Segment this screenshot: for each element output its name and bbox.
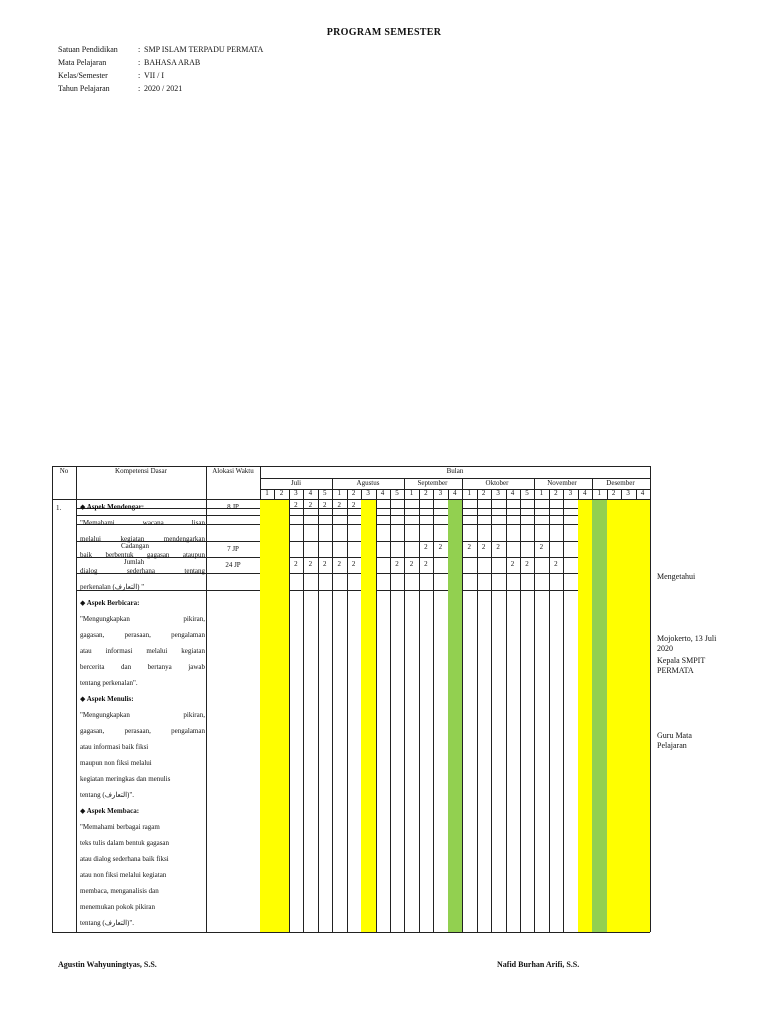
- kd-text-line: teks tulis dalam bentuk gagasan: [80, 839, 170, 847]
- table-grid-line: [303, 489, 304, 932]
- week-number: 5: [525, 489, 529, 497]
- kd-section-menulis: [80, 691, 205, 803]
- kompetensi-dasar-content: [80, 499, 205, 931]
- week-hours: 2: [554, 560, 558, 568]
- week-hours: 2: [308, 501, 313, 509]
- week-hours: 2: [424, 560, 428, 568]
- week-number: 1: [597, 489, 601, 497]
- info-row-mapel: Mata Pelajaran : BAHASA ARAB: [58, 58, 263, 71]
- week-number: 2: [351, 489, 356, 497]
- week-number: 3: [438, 489, 443, 497]
- info-row-satuan: Satuan Pendidikan : SMP ISLAM TERPADU PERMATA: [58, 45, 263, 58]
- info-value: 2020 / 2021: [144, 84, 183, 93]
- kd-text-line: maupun non fiksi melalui: [80, 759, 152, 767]
- table-grid-line: [332, 478, 333, 932]
- table-grid-line: [506, 489, 507, 932]
- diamond-bullet-icon: ◆: [80, 807, 87, 815]
- week-hours: 2: [539, 543, 544, 551]
- info-value: SMP ISLAM TERPADU PERMATA: [144, 45, 264, 54]
- alokasi-cadangan: 7 JP: [227, 545, 239, 553]
- week-hours: 2: [294, 501, 298, 509]
- week-number: 3: [568, 489, 573, 497]
- kepala-sekolah-label: Kepala SMPIT PERMATA: [657, 656, 706, 675]
- page-title: PROGRAM SEMESTER: [326, 27, 442, 38]
- jumlah-label: Jumlah: [123, 558, 145, 566]
- week-number: 5: [323, 489, 327, 497]
- header-no: No: [59, 467, 69, 475]
- table-grid-line: [404, 478, 405, 932]
- kd-text-line: atau informasi baik fiksi: [80, 743, 149, 751]
- kd-text-line: bercerita dan bertanya jawab: [80, 663, 205, 671]
- kd-text-line: "Mengungkapkan pikiran,: [80, 615, 205, 623]
- kd-section-heading: Aspek Membaca:: [86, 807, 140, 815]
- signature-left-name: Agustin Wahyuningtyas, S.S.: [58, 960, 157, 969]
- kd-section-heading: Aspek Berbicara:: [86, 599, 140, 607]
- table-grid-line: [650, 466, 651, 932]
- week-hours: 2: [438, 543, 443, 551]
- week-number: 2: [481, 489, 486, 497]
- highlight-column: [578, 500, 592, 932]
- week-number: 3: [366, 489, 370, 497]
- table-grid-line: [433, 489, 434, 932]
- kd-text-line: kegiatan meringkas dan menulis: [80, 775, 171, 783]
- week-number: 5: [395, 489, 399, 497]
- week-number: 4: [583, 489, 587, 497]
- kd-text-line: menemukan pokok pikiran: [80, 903, 156, 911]
- week-hours: 2: [409, 560, 414, 568]
- week-number: 4: [510, 489, 515, 497]
- info-label: Mata Pelajaran: [58, 58, 107, 67]
- table-grid-line: [52, 466, 53, 932]
- table-grid-line: [76, 466, 77, 932]
- info-value: BAHASA ARAB: [144, 58, 201, 67]
- week-number: 1: [337, 489, 341, 497]
- week-number: 3: [496, 489, 500, 497]
- table-grid-line: [390, 489, 391, 932]
- highlight-column: [607, 500, 621, 932]
- alokasi-jumlah: 24 JP: [225, 561, 241, 569]
- table-grid-line: [534, 478, 535, 932]
- info-label: Tahun Pelajaran: [58, 84, 110, 93]
- week-number: 3: [626, 489, 630, 497]
- diamond-bullet-icon: ◆: [80, 695, 87, 703]
- kd-text-line: atau informasi melalui kegiatan: [80, 647, 205, 655]
- highlight-column: [448, 500, 462, 932]
- kd-text-line: "Mengungkapkan pikiran,: [80, 711, 205, 719]
- week-hours: 2: [496, 543, 500, 551]
- week-hours: 2: [510, 560, 515, 568]
- info-row-tahun: Tahun Pelajaran : 2020 / 2021: [58, 84, 263, 97]
- month-desember: Desember: [606, 479, 635, 487]
- info-label: Satuan Pendidikan: [58, 45, 118, 54]
- row-number: 1.: [56, 504, 62, 512]
- header-alokasi-waktu: Alokasi Waktu: [212, 467, 254, 475]
- kd-text-line: "Memahami berbagai ragam: [80, 823, 160, 831]
- highlight-column: [361, 500, 375, 932]
- kd-text-line: tentang (التعارف)".: [80, 791, 134, 799]
- table-grid-line: [491, 489, 492, 932]
- document-info: [58, 45, 263, 97]
- week-number: 4: [640, 489, 645, 497]
- week-number: 1: [409, 489, 414, 497]
- table-grid-line: [206, 466, 207, 932]
- highlight-column: [274, 500, 288, 932]
- place-date: Mojokerto, 13 Juli 2020: [657, 634, 717, 653]
- table-grid-line: [549, 489, 550, 932]
- week-hours: 2: [481, 543, 486, 551]
- week-hours: 2: [308, 560, 313, 568]
- week-number: 1: [467, 489, 471, 497]
- week-number: 4: [380, 489, 385, 497]
- alokasi-kd: 8 JP: [227, 503, 239, 511]
- guru-label: Guru Mata Pelajaran: [657, 731, 692, 750]
- table-grid-line: [462, 478, 463, 932]
- header-bulan: Bulan: [446, 467, 464, 475]
- month-oktober: Oktober: [485, 479, 509, 487]
- week-hours: 2: [337, 501, 341, 509]
- week-number: 4: [453, 489, 457, 497]
- kd-text-line: melalui kegiatan mendengarkan: [80, 535, 205, 543]
- kd-text-line: tentang (التعارف)".: [80, 919, 134, 927]
- month-agustus: Agustus: [356, 479, 380, 487]
- kd-text-line: tentang perkenalan".: [80, 679, 138, 687]
- week-hours: 2: [294, 560, 298, 568]
- week-hours: 2: [467, 543, 471, 551]
- diamond-bullet-icon: ◆: [80, 503, 87, 511]
- kd-section-mendengar: [80, 499, 205, 595]
- kd-text-line: gagasan, perasaan, pengalaman: [80, 631, 205, 639]
- week-number: 2: [424, 489, 428, 497]
- week-number: 1: [265, 489, 269, 497]
- table-grid-line: [289, 489, 290, 932]
- kd-section-heading: Aspek Mendengar:: [86, 503, 145, 511]
- week-hours: 2: [323, 560, 327, 568]
- mengetahui-label: Mengetahui: [657, 572, 696, 581]
- kd-section-heading: Aspek Menulis:: [86, 695, 134, 703]
- week-hours: 2: [395, 560, 399, 568]
- kd-text-line: perkenalan (التعارف) ": [80, 583, 145, 591]
- header-kompetensi-dasar: Kompetensi Dasar: [115, 467, 167, 475]
- table-grid-line: [520, 489, 521, 932]
- kd-text-line: "Memahami wacana lisan: [80, 519, 205, 527]
- kd-section-membaca: [80, 803, 205, 931]
- kd-text-line: gagasan, perasaan, pengalaman: [80, 727, 205, 735]
- week-number: 4: [308, 489, 313, 497]
- kd-text-line: atau dialog sederhana baik fiksi: [80, 855, 169, 863]
- table-grid-line: [419, 489, 420, 932]
- highlight-column: [260, 500, 274, 932]
- month-november: November: [547, 479, 577, 487]
- info-label: Kelas/Semester: [58, 71, 108, 80]
- cadangan-label: Cadangan: [121, 542, 149, 550]
- week-number: 2: [611, 489, 616, 497]
- highlight-column: [636, 500, 650, 932]
- table-grid-line: [260, 489, 650, 490]
- info-value: VII / I: [144, 71, 164, 80]
- week-number: 1: [539, 489, 544, 497]
- table-grid-line: [563, 489, 564, 932]
- kd-text-line: membaca, menganalisis dan: [80, 887, 159, 895]
- week-number: 2: [279, 489, 284, 497]
- semester-program-table: [52, 466, 650, 932]
- info-row-kelas: Kelas/Semester : VII / I: [58, 71, 263, 84]
- week-hours: 2: [323, 501, 327, 509]
- week-hours: 2: [424, 543, 428, 551]
- highlight-column: [621, 500, 635, 932]
- week-hours: 2: [525, 560, 529, 568]
- kd-section-berbicara: [80, 595, 205, 691]
- diamond-bullet-icon: ◆: [80, 599, 87, 607]
- table-grid-line: [52, 932, 650, 933]
- table-grid-line: [318, 489, 319, 932]
- week-number: 2: [554, 489, 558, 497]
- kd-text-line: atau non fiksi melalui kegiatan: [80, 871, 167, 879]
- week-number: 3: [294, 489, 298, 497]
- signature-right-name: Nafid Burhan Arifi, S.S.: [497, 960, 580, 969]
- kd-text-line: baik berbentuk gagasan ataupun: [80, 551, 205, 559]
- week-hours: 2: [351, 501, 356, 509]
- month-juli: Juli: [290, 479, 302, 487]
- week-hours: 2: [351, 560, 356, 568]
- week-hours: 2: [337, 560, 341, 568]
- table-grid-line: [347, 489, 348, 932]
- kd-text-line: dialog sederhana tentang: [80, 567, 205, 575]
- table-grid-line: [477, 489, 478, 932]
- table-grid-line: [376, 489, 377, 932]
- month-september: September: [417, 479, 448, 487]
- highlight-column: [592, 500, 606, 932]
